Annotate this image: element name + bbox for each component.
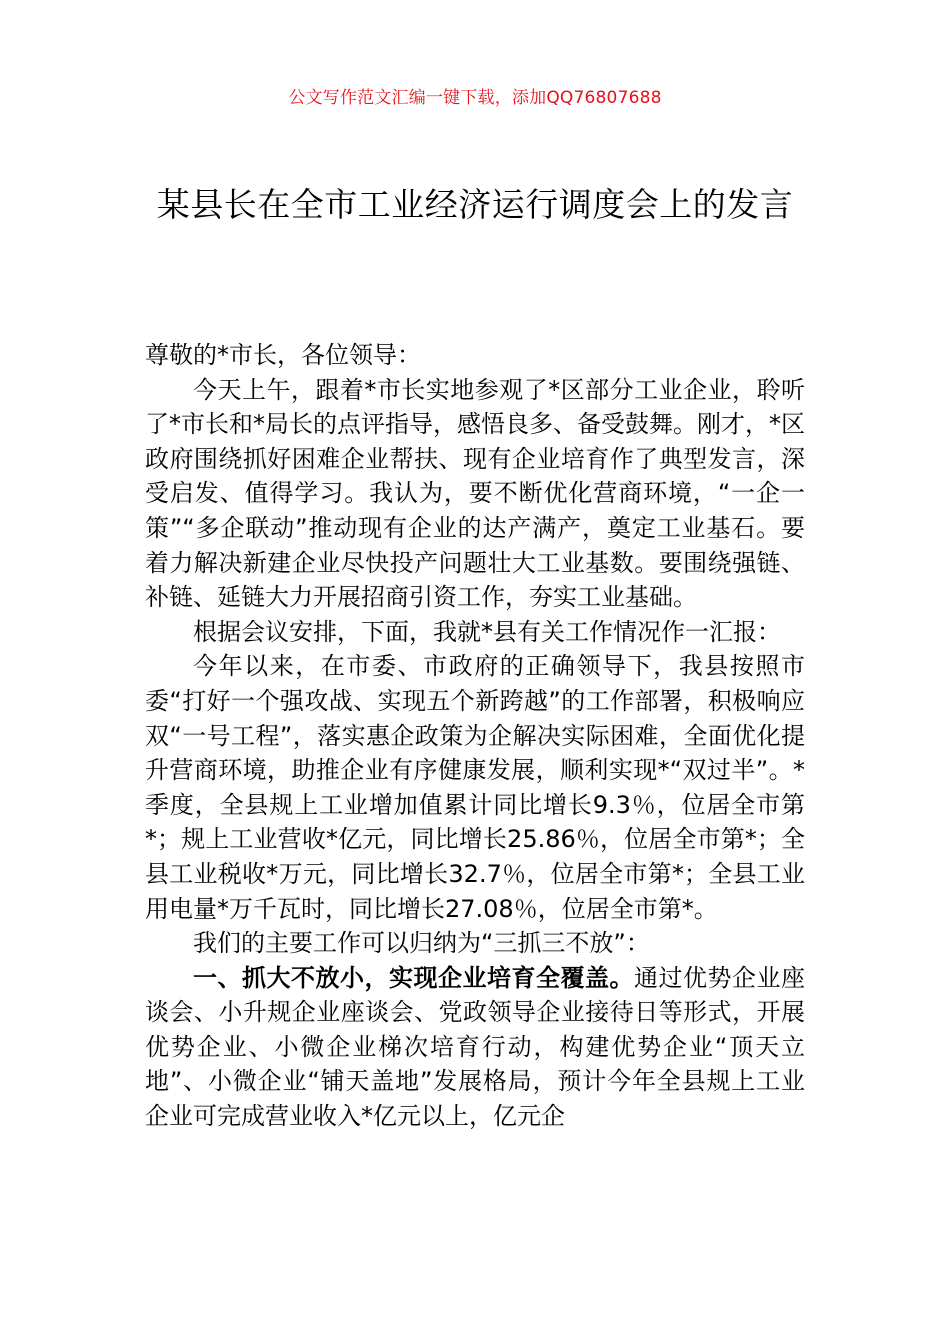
section-one-heading: 一、抓大不放小，实现企业培育全覆盖。	[193, 962, 634, 992]
document-title: 某县长在全市工业经济运行调度会上的发言	[156, 185, 794, 224]
section-one	[145, 961, 805, 1134]
section-one-text: 通过优势企业座谈会、小升规企业座谈会、党政领导企业接待日等形式，开展优势企业、小微企业梯次培育行动，构建优势企业“顶天立地”、小微企业“铺天盖地”发展格局，预计今年全县规上工业企业可完成营业收入*亿元以上，亿元企	[145, 963, 805, 1131]
paragraph-performance: 今年以来，在市委、市政府的正确领导下，我县按照市委“打好一个强攻战、实现五个新跨越”的工作部署，积极响应双“一号工程”，落实惠企政策为企解决实际困难，全面优化提升营商环境，助推企业有序健康发展，顺利实现*“双过半”。*季度，全县规上工业增加值累计同比增长9.3％，位居全市第*；规上工业营收*亿元，同比增长25.86％，位居全市第*；全县工业税收*万元，同比增长32.7％，位居全市第*；全县工业用电量*万千瓦时，同比增长27.08％，位居全市第*。	[145, 652, 805, 923]
paragraph-report-intro: 根据会议安排，下面，我就*县有关工作情况作一汇报：	[193, 617, 781, 646]
salutation: 尊敬的*市长，各位领导：	[145, 341, 421, 369]
document-body	[145, 338, 805, 1134]
download-promo-banner: 公文写作范文汇编一键下载，添加QQ76807688	[288, 88, 662, 108]
paragraph-opening: 今天上午，跟着*市长实地参观了*区部分工业企业，聆听了*市长和*局长的点评指导，感悟良多、备受鼓舞。刚才，*区政府围绕抓好困难企业帮扶、现有企业培育作了典型发言，深受启发、值得学习。我认为，要不断优化营商环境，“一企一策”“多企联动”推动现有企业的达产满产，奠定工业基石。要着力解决新建企业尽快投产问题壮大工业基数。要围绕强链、补链、延链大力开展招商引资工作，夯实工业基础。	[145, 375, 805, 612]
paragraph-summary: 我们的主要工作可以归纳为“三抓三不放”：	[193, 929, 650, 958]
